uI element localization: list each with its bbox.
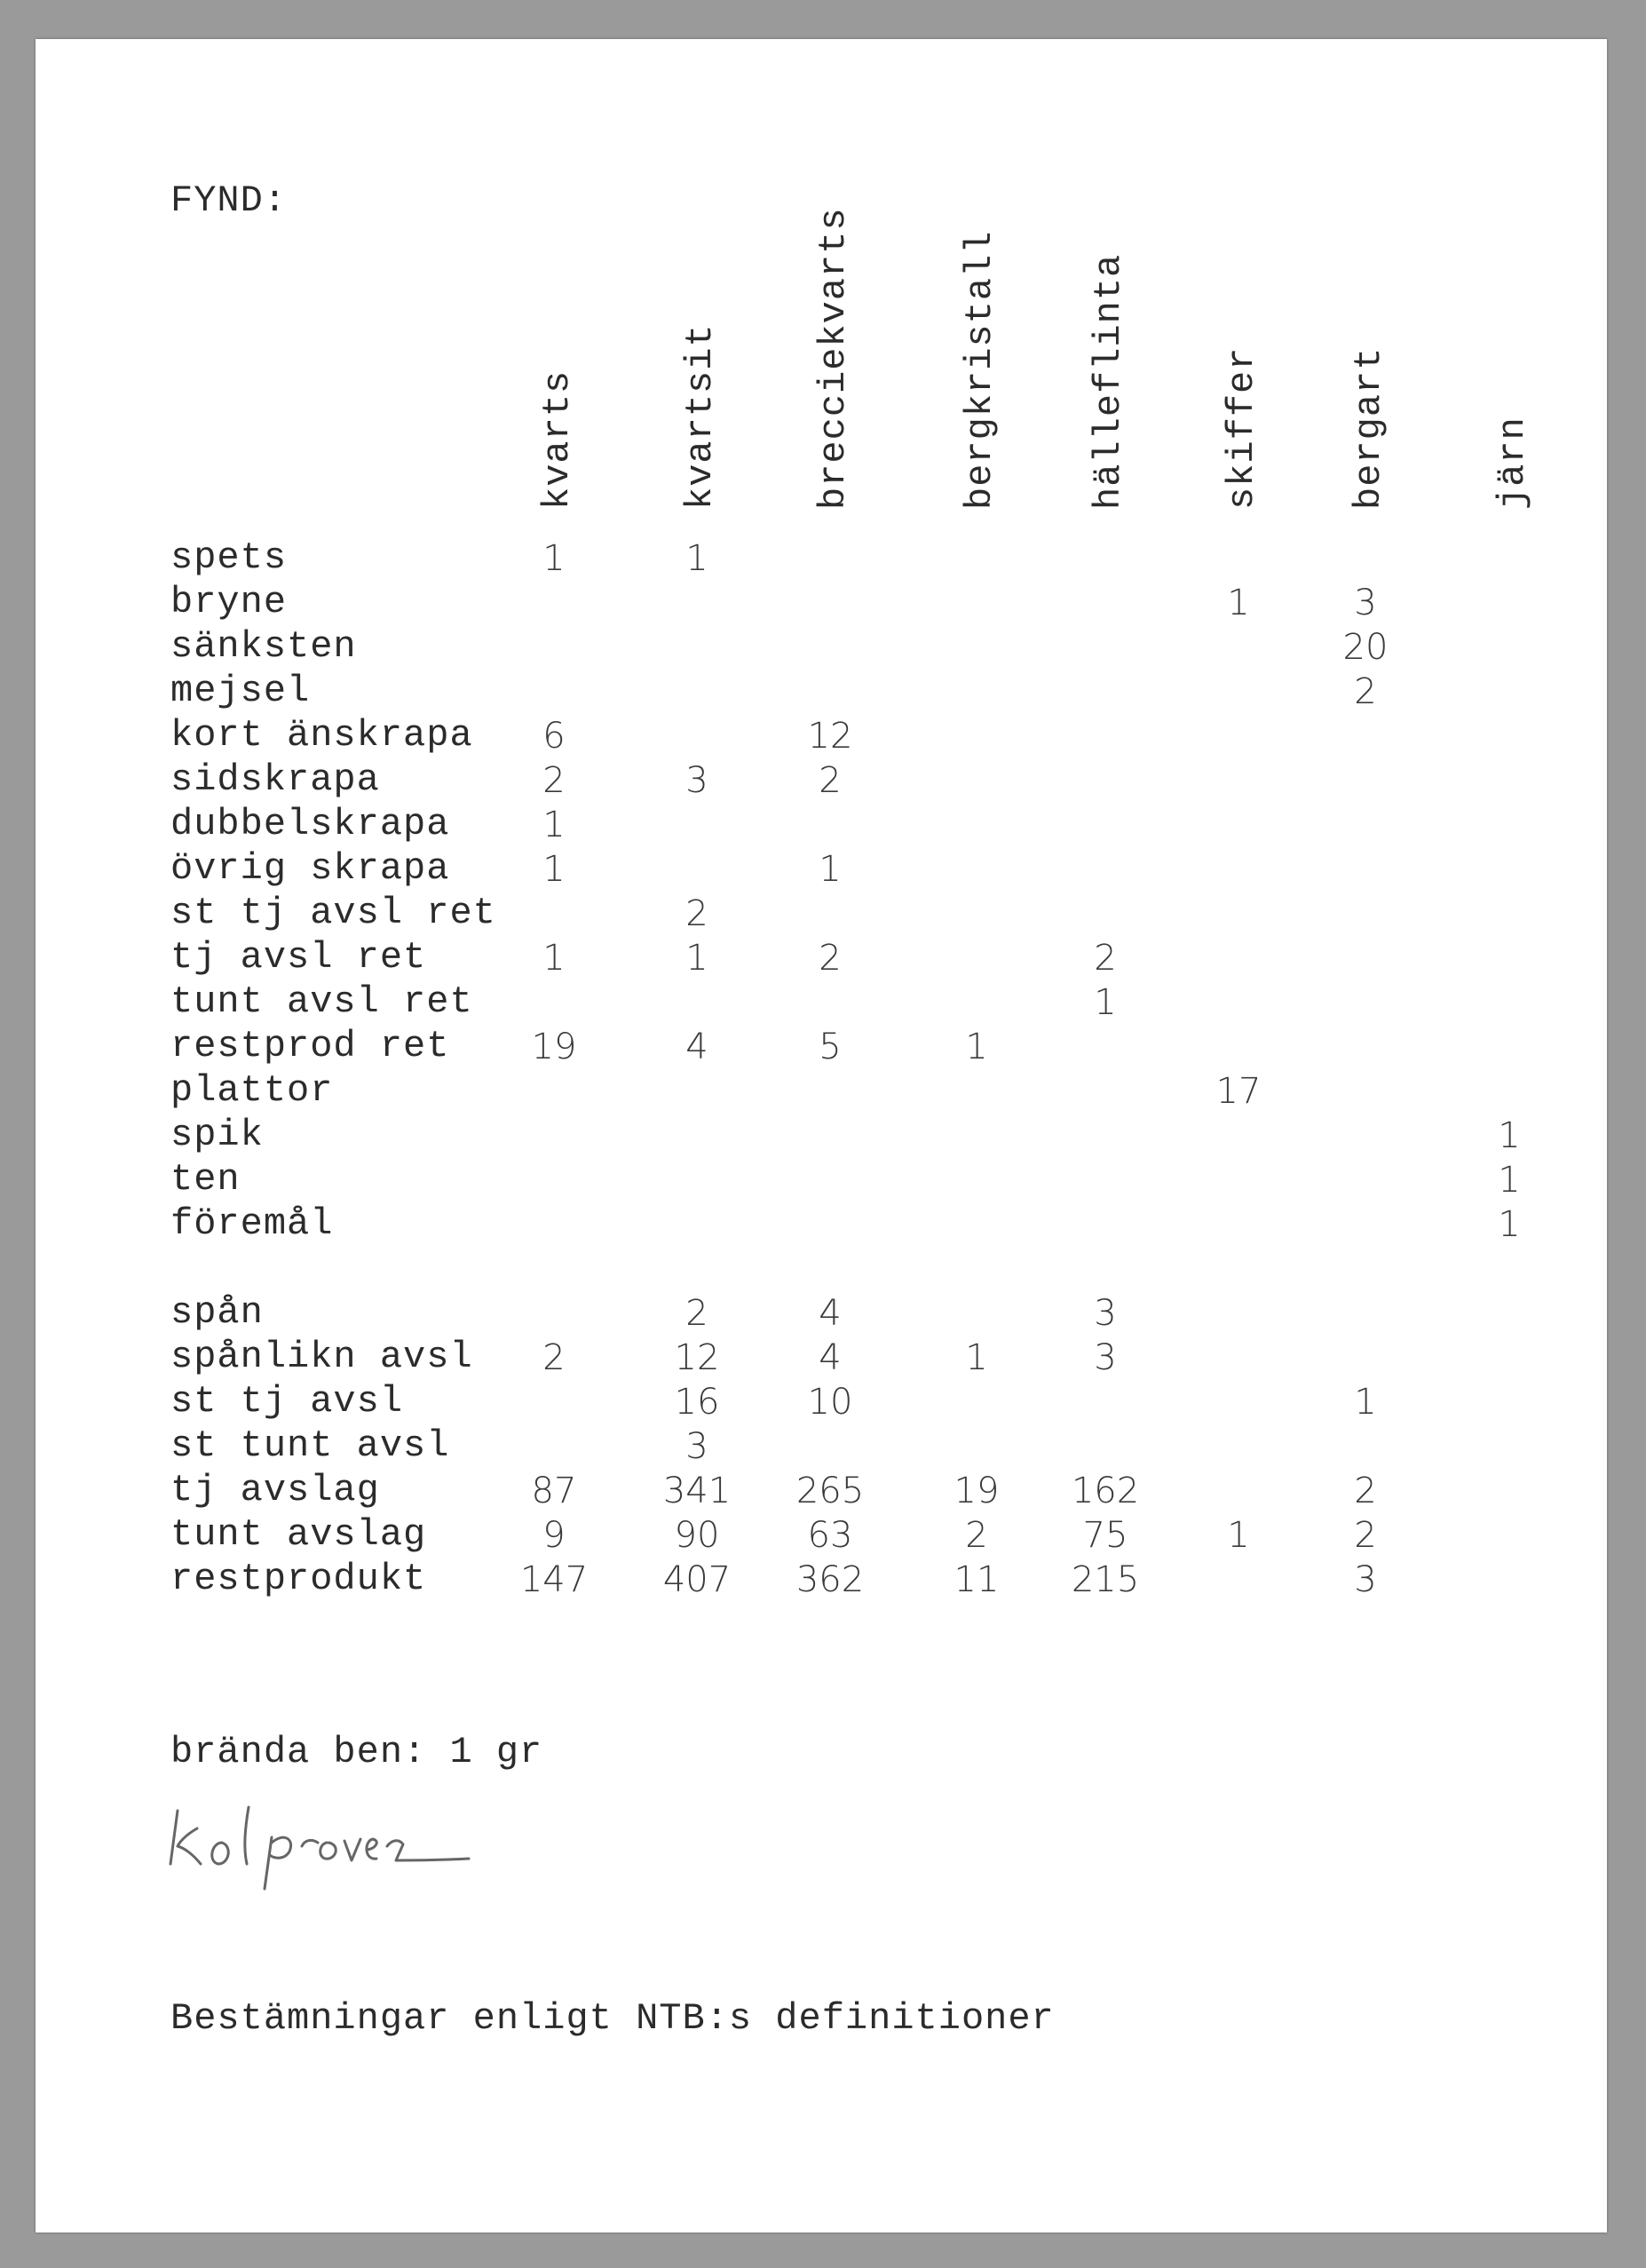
- column-header-7: bergart: [1348, 346, 1390, 510]
- table-cell: 20: [1342, 627, 1389, 668]
- row-label: restprodukt: [170, 1558, 427, 1600]
- table-cell: 2: [1354, 1471, 1377, 1511]
- table-cell: 12: [674, 1337, 720, 1378]
- table-cell: 1: [542, 849, 566, 890]
- column-header-5: hälleflinta: [1088, 253, 1130, 510]
- table-cell: 2: [819, 938, 842, 979]
- row-label: spån: [170, 1291, 264, 1334]
- row-label: ten: [170, 1158, 241, 1201]
- table-cell: 2: [685, 893, 708, 934]
- table-cell: 63: [807, 1515, 853, 1556]
- table-cell: 2: [965, 1515, 988, 1556]
- table-cell: 75: [1082, 1515, 1128, 1556]
- table-cell: 3: [685, 760, 708, 801]
- table-cell: 3: [1354, 1559, 1377, 1600]
- row-label: plattor: [170, 1069, 334, 1112]
- table-cell: 215: [1071, 1559, 1140, 1600]
- table-cell: 3: [1094, 1337, 1117, 1378]
- column-header-1: kvarts: [536, 369, 579, 510]
- row-label: föremål: [170, 1202, 334, 1245]
- table-cell: 2: [542, 1337, 566, 1378]
- table-cell: 16: [674, 1382, 720, 1423]
- table-cell: 17: [1215, 1071, 1262, 1112]
- table-cell: 265: [795, 1471, 865, 1511]
- table-cell: 2: [1094, 938, 1117, 979]
- table-cell: 1: [1498, 1204, 1521, 1245]
- table-cell: 1: [1227, 583, 1250, 623]
- table-cell: 2: [685, 1293, 708, 1334]
- table-cell: 4: [819, 1293, 842, 1334]
- table-cell: 1: [1227, 1515, 1250, 1556]
- row-label: tunt avslag: [170, 1513, 427, 1556]
- table-cell: 87: [531, 1471, 577, 1511]
- table-cell: 1: [542, 938, 566, 979]
- table-cell: 90: [674, 1515, 720, 1556]
- table-cell: 2: [1354, 1515, 1377, 1556]
- column-header-6: skiffer: [1221, 346, 1263, 510]
- handwritten-note: [167, 1793, 575, 1891]
- table-cell: 3: [1354, 583, 1377, 623]
- note: brända ben: 1 gr: [170, 1731, 543, 1773]
- table-cell: 362: [795, 1559, 865, 1600]
- column-header-8: järn: [1492, 416, 1534, 510]
- table-cell: 2: [542, 760, 566, 801]
- row-label: tunt avsl ret: [170, 980, 473, 1023]
- table-cell: 6: [542, 716, 566, 757]
- document-sheet: [36, 39, 1607, 2232]
- row-label: st tj avsl ret: [170, 892, 496, 934]
- table-cell: 4: [819, 1337, 842, 1378]
- row-label: restprod ret: [170, 1025, 450, 1067]
- table-cell: 2: [819, 760, 842, 801]
- table-cell: 11: [954, 1559, 1000, 1600]
- table-cell: 1: [1354, 1382, 1377, 1423]
- footer: Bestämningar enligt NTB:s definitioner: [170, 1997, 1055, 2040]
- column-header-2: kvartsit: [679, 323, 722, 510]
- row-label: st tunt avsl: [170, 1424, 450, 1467]
- table-cell: 1: [1498, 1115, 1521, 1156]
- table-cell: 1: [965, 1027, 988, 1067]
- table-cell: 1: [542, 538, 566, 579]
- table-cell: 1: [1498, 1160, 1521, 1201]
- row-label: bryne: [170, 581, 288, 623]
- row-label: spets: [170, 536, 288, 579]
- table-cell: 4: [685, 1027, 708, 1067]
- table-cell: 1: [685, 538, 708, 579]
- table-cell: 1: [1094, 982, 1117, 1023]
- table-cell: 341: [662, 1471, 732, 1511]
- column-header-3: brecciekvarts: [812, 207, 855, 510]
- row-label: kort änskrapa: [170, 714, 473, 757]
- table-cell: 162: [1071, 1471, 1140, 1511]
- row-label: dubbelskrapa: [170, 803, 450, 845]
- row-label: tj avslag: [170, 1469, 380, 1511]
- row-label: tj avsl ret: [170, 936, 427, 979]
- table-cell: 1: [685, 938, 708, 979]
- table-cell: 407: [662, 1559, 732, 1600]
- table-cell: 147: [519, 1559, 589, 1600]
- row-label: st tj avsl: [170, 1380, 404, 1423]
- row-label: sidskrapa: [170, 758, 380, 801]
- column-header-4: bergkristall: [959, 230, 1001, 510]
- heading: FYND:: [170, 179, 288, 222]
- table-cell: 12: [807, 716, 853, 757]
- row-label: spånlikn avsl: [170, 1336, 473, 1378]
- table-cell: 19: [954, 1471, 1000, 1511]
- table-cell: 3: [685, 1426, 708, 1467]
- row-label: övrig skrapa: [170, 847, 450, 890]
- table-cell: 10: [807, 1382, 853, 1423]
- row-label: sänksten: [170, 625, 357, 668]
- table-cell: 5: [819, 1027, 842, 1067]
- table-cell: 9: [542, 1515, 566, 1556]
- table-cell: 2: [1354, 671, 1377, 712]
- table-cell: 19: [531, 1027, 577, 1067]
- table-cell: 3: [1094, 1293, 1117, 1334]
- table-cell: 1: [819, 849, 842, 890]
- table-cell: 1: [965, 1337, 988, 1378]
- table-cell: 1: [542, 805, 566, 845]
- row-label: mejsel: [170, 670, 311, 712]
- row-label: spik: [170, 1114, 264, 1156]
